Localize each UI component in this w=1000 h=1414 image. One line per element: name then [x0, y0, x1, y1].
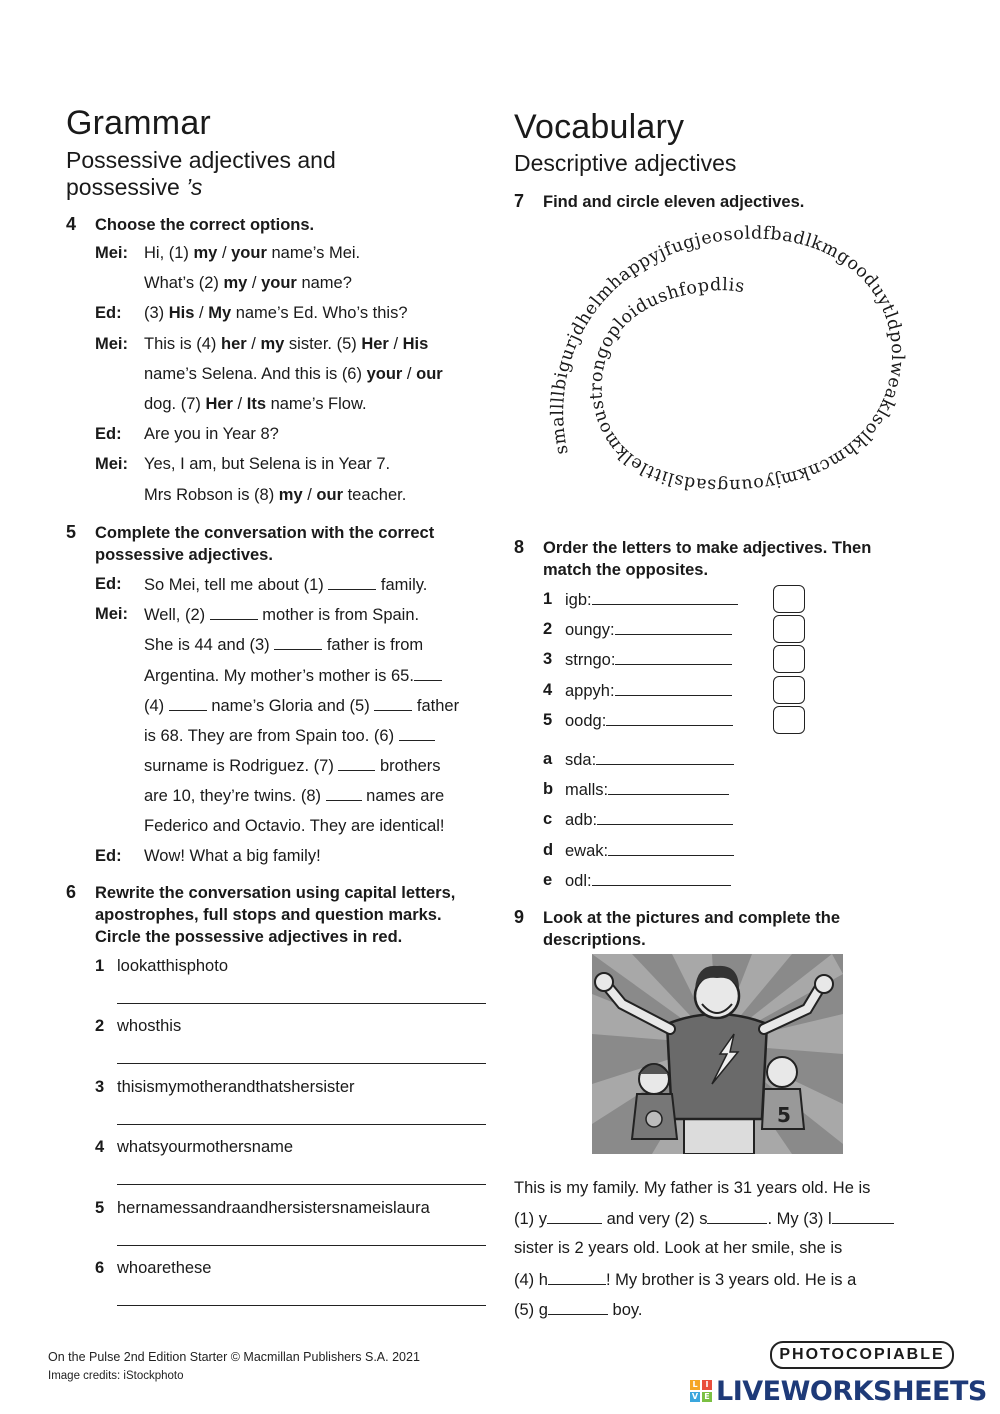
speaker-label: Mei: — [95, 605, 128, 624]
line-text: father — [412, 696, 460, 715]
item-letter: c — [543, 810, 553, 829]
dialogue-line — [144, 696, 459, 716]
item-prompt: whatsyourmothersname — [117, 1138, 294, 1157]
spiral-letters: smallllbigurjdhelmhappyjfugjeosoldfbadlkmgooduytldpolweaklsolkhmcnkmjyoungsadslittlelkmoustrongoploidushfopdlis — [548, 223, 908, 496]
grammar-subtitle-line2: possessive ’s — [66, 174, 203, 200]
answer-line[interactable] — [117, 1124, 486, 1125]
option-separator: / — [194, 304, 209, 323]
description-line — [514, 1209, 894, 1229]
option-choice[interactable]: my — [223, 274, 248, 293]
line-text: So Mei, tell me about (1) — [144, 576, 329, 594]
scrambled-word — [565, 780, 729, 800]
scrambled-word — [565, 841, 734, 861]
answer-line[interactable] — [117, 1305, 486, 1306]
line-text: mother is from Spain. — [257, 606, 420, 625]
speaker-label: Mei: — [95, 455, 128, 474]
item-letter: d — [543, 840, 554, 859]
item-prompt: whoarethese — [117, 1259, 212, 1277]
dialogue-line — [144, 274, 352, 293]
scrambled-word — [565, 810, 733, 830]
item-number: 6 — [95, 1259, 105, 1277]
option-choice[interactable]: our — [416, 364, 443, 383]
item-number: 3 — [95, 1077, 105, 1096]
answer-blank[interactable] — [374, 696, 412, 711]
line-text: Argentina. My mother’s mother is 65. — [144, 666, 414, 685]
scrambled-word — [565, 750, 734, 770]
answer-blank[interactable] — [548, 1300, 608, 1315]
answer-line[interactable] — [117, 1184, 486, 1185]
line-text: Federico and Octavio. They are identical! — [144, 816, 445, 835]
logo-tile: E — [702, 1392, 712, 1402]
dialogue-line — [144, 244, 360, 263]
item-number: 2 — [543, 620, 553, 639]
item-number: 1 — [543, 590, 553, 608]
exercise-6-number: 6 — [66, 882, 77, 902]
line-text: name’s Gloria and (5) — [206, 696, 375, 715]
answer-blank[interactable] — [606, 711, 733, 726]
answer-blank[interactable] — [328, 575, 376, 590]
line-text: name’s Mei. — [266, 244, 361, 262]
exercise-7-instruction: Find and circle eleven adjectives. — [543, 193, 805, 211]
line-text: teacher. — [343, 485, 407, 504]
liveworksheets-brand: LIVEWORKSHEETS — [716, 1375, 987, 1407]
dialogue-line — [144, 365, 443, 384]
description-line — [514, 1270, 856, 1290]
family-illustration — [592, 954, 843, 1154]
line-text: This is (4) — [144, 334, 222, 353]
answer-line[interactable] — [117, 1003, 486, 1004]
scrambled-letters: odl: — [565, 871, 592, 890]
option-choice[interactable]: our — [316, 485, 343, 504]
answer-line[interactable] — [117, 1063, 486, 1064]
exercise-6-instruction: Rewrite the conversation using capital letters, apostrophes, full stops and question marks. Circle the possessive adjectives in red. — [95, 884, 456, 946]
line-text: She is 44 and (3) — [144, 636, 275, 655]
item-prompt: whosthis — [117, 1017, 182, 1036]
item-number: 4 — [543, 680, 553, 699]
answer-blank[interactable] — [338, 756, 375, 771]
answer-blank[interactable] — [210, 605, 258, 620]
option-choice[interactable]: My — [208, 304, 232, 323]
item-number: 4 — [95, 1138, 105, 1157]
exercise-8-number: 8 — [514, 537, 525, 557]
item-prompt: lookatthisphoto — [117, 957, 228, 975]
dialogue-line — [144, 786, 444, 806]
line-text: (4) h — [514, 1270, 548, 1289]
match-box[interactable] — [773, 676, 805, 704]
scrambled-word — [565, 590, 738, 610]
answer-blank[interactable] — [169, 696, 207, 711]
answer-blank[interactable] — [832, 1209, 894, 1224]
answer-blank[interactable] — [615, 681, 732, 696]
scrambled-letters: ewak: — [565, 841, 609, 860]
answer-blank[interactable] — [597, 810, 733, 825]
line-text: boy. — [607, 1300, 643, 1319]
option-separator: / — [302, 485, 317, 504]
option-choice[interactable]: Its — [246, 395, 266, 413]
svg-text:5: 5 — [777, 1103, 791, 1127]
description-line — [514, 1300, 642, 1320]
scrambled-letters: oungy: — [565, 621, 615, 640]
line-text: . My (3) l — [767, 1210, 832, 1229]
line-text: and very (2) s — [602, 1210, 708, 1229]
speaker-label: Mei: — [95, 244, 128, 262]
option-separator: / — [246, 334, 261, 353]
option-choice[interactable]: your — [261, 274, 297, 293]
item-number: 3 — [543, 650, 553, 669]
scrambled-letters: strngo: — [565, 651, 616, 670]
answer-blank[interactable] — [547, 1209, 602, 1224]
answer-blank[interactable] — [608, 841, 734, 856]
line-text: Mrs Robson is (8) — [144, 485, 279, 504]
answer-blank[interactable] — [592, 871, 731, 886]
scrambled-word — [565, 711, 733, 731]
option-choice[interactable]: her — [221, 334, 247, 353]
item-prompt: thisismymotherandthatshersister — [117, 1077, 355, 1096]
line-text: Yes, I am, but Selena is in Year 7. — [144, 455, 391, 474]
scrambled-letters: igb: — [565, 591, 592, 609]
line-text: (3) — [144, 304, 169, 323]
line-text: father is from — [322, 636, 424, 655]
scrambled-letters: sda: — [565, 751, 597, 769]
dialogue-line — [144, 847, 321, 866]
line-text: This is my family. My father is 31 years old. He is — [514, 1179, 871, 1197]
option-choice[interactable]: my — [278, 485, 303, 504]
dialogue-line — [144, 635, 423, 655]
answer-line[interactable] — [117, 1245, 486, 1246]
option-choice[interactable]: your — [231, 244, 267, 262]
dialogue-line — [144, 666, 442, 686]
line-text: Wow! What a big family! — [144, 846, 321, 865]
line-text: ! My brother is 3 years old. He is a — [605, 1270, 857, 1289]
line-text: brothers — [375, 757, 441, 776]
item-letter: e — [543, 870, 553, 889]
scrambled-word — [565, 620, 732, 640]
liveworksheets-logo[interactable] — [690, 1376, 987, 1406]
option-separator: / — [232, 395, 247, 413]
exercise-9-instruction: Look at the pictures and complete the descriptions. — [543, 909, 841, 949]
scrambled-word — [565, 871, 731, 891]
option-separator: / — [247, 274, 262, 293]
line-text: Hi, (1) — [144, 244, 194, 262]
dialogue-line — [144, 304, 408, 323]
logo-tile: I — [702, 1380, 712, 1390]
line-text: Are you in Year 8? — [144, 425, 279, 444]
line-text: sister. (5) — [284, 334, 362, 353]
match-box[interactable] — [773, 585, 805, 613]
dialogue-line — [144, 726, 435, 746]
answer-blank[interactable] — [615, 650, 732, 665]
line-text: names are — [361, 787, 445, 806]
option-choice[interactable]: Her — [205, 395, 233, 413]
description-line — [514, 1179, 870, 1198]
option-separator: / — [402, 364, 417, 383]
answer-blank[interactable] — [707, 1209, 767, 1224]
vocabulary-subtitle: Descriptive adjectives — [514, 150, 737, 176]
scrambled-word — [565, 650, 732, 670]
speaker-label: Ed: — [95, 425, 122, 444]
option-choice[interactable]: His — [168, 304, 195, 323]
footer-credits: Image credits: iStockphoto — [48, 1370, 184, 1382]
photocopiable-badge: PHOTOCOPIABLE — [770, 1341, 954, 1369]
line-text: sister is 2 years old. Look at her smile, she is — [514, 1239, 843, 1258]
answer-blank[interactable] — [414, 666, 442, 681]
dialogue-line — [144, 486, 406, 505]
answer-blank[interactable] — [274, 635, 322, 650]
exercise-8-instruction: Order the letters to make adjectives. Then match the opposites. — [543, 539, 872, 579]
scrambled-letters: adb: — [565, 811, 598, 830]
option-separator: / — [217, 244, 232, 262]
exercise-9-number: 9 — [514, 907, 525, 927]
option-choice[interactable]: my — [193, 244, 218, 262]
match-box[interactable] — [773, 706, 805, 734]
dialogue-line — [144, 817, 445, 836]
answer-blank[interactable] — [592, 590, 738, 605]
scrambled-letters: oodg: — [565, 711, 607, 730]
answer-blank[interactable] — [596, 750, 734, 765]
line-text: What’s (2) — [144, 274, 224, 293]
line-text: name? — [296, 274, 352, 293]
vocabulary-title: Vocabulary — [514, 108, 685, 146]
line-text: (5) g — [514, 1300, 548, 1319]
answer-blank[interactable] — [608, 780, 729, 795]
item-number: 5 — [543, 710, 553, 729]
line-text: is 68. They are from Spain too. (6) — [144, 727, 399, 745]
scrambled-letters: appyh: — [565, 681, 615, 700]
word-spiral[interactable] — [520, 220, 920, 520]
speaker-label: Ed: — [95, 846, 122, 865]
exercise-7-number: 7 — [514, 191, 525, 211]
exercise-4-number: 4 — [66, 214, 77, 234]
exercise-4-instruction: Choose the correct options. — [95, 216, 315, 234]
logo-tile: L — [690, 1380, 700, 1390]
line-text: name’s Ed. Who’s this? — [231, 304, 408, 323]
option-choice[interactable]: His — [402, 334, 429, 353]
match-box[interactable] — [773, 645, 805, 673]
line-text: (4) — [144, 696, 169, 715]
item-number: 5 — [95, 1198, 105, 1217]
grammar-title: Grammar — [66, 104, 211, 142]
line-text: Well, (2) — [144, 606, 210, 625]
dialogue-line — [144, 455, 390, 474]
option-choice[interactable]: your — [366, 364, 403, 383]
line-text: name’s Flow. — [266, 395, 367, 413]
item-letter: a — [543, 750, 553, 768]
line-text: family. — [376, 576, 428, 594]
answer-blank[interactable] — [548, 1270, 606, 1285]
dialogue-line — [144, 605, 419, 625]
footer-copyright: On the Pulse 2nd Edition Starter © Macmillan Publishers S.A. 2021 — [48, 1350, 420, 1364]
answer-blank[interactable] — [326, 786, 362, 801]
line-text: (1) y — [514, 1210, 547, 1229]
description-line — [514, 1239, 842, 1258]
dialogue-line — [144, 756, 441, 776]
dialogue-line — [144, 335, 428, 354]
grammar-subtitle-line1: Possessive adjectives and — [66, 147, 336, 173]
item-number: 1 — [95, 957, 105, 975]
line-text: are 10, they’re twins. (8) — [144, 787, 326, 806]
scrambled-word — [565, 681, 732, 701]
dialogue-line — [144, 575, 427, 595]
exercise-5-instruction: Complete the conversation with the correct possessive adjectives. — [95, 524, 435, 564]
logo-tile: V — [691, 1392, 699, 1401]
item-letter: b — [543, 780, 554, 799]
line-text: name’s Selena. And this is (6) — [144, 364, 367, 383]
speaker-label: Ed: — [95, 304, 122, 323]
line-text: dog. (7) — [144, 395, 206, 413]
item-number: 2 — [95, 1017, 105, 1036]
dialogue-line — [144, 395, 367, 414]
line-text: surname is Rodriguez. (7) — [144, 757, 339, 776]
answer-blank[interactable] — [615, 620, 732, 635]
logo-tiles-icon — [690, 1380, 712, 1402]
option-choice[interactable]: Her — [361, 334, 389, 353]
dialogue-line — [144, 425, 279, 444]
exercise-5-number: 5 — [66, 522, 77, 542]
scrambled-letters: malls: — [565, 781, 609, 800]
speaker-label: Ed: — [95, 575, 122, 593]
option-choice[interactable]: my — [260, 334, 285, 353]
match-box[interactable] — [773, 615, 805, 643]
item-prompt: hernamessandraandhersistersnameislaura — [117, 1198, 430, 1217]
speaker-label: Mei: — [95, 334, 128, 353]
answer-blank[interactable] — [399, 726, 435, 741]
option-separator: / — [388, 334, 403, 353]
